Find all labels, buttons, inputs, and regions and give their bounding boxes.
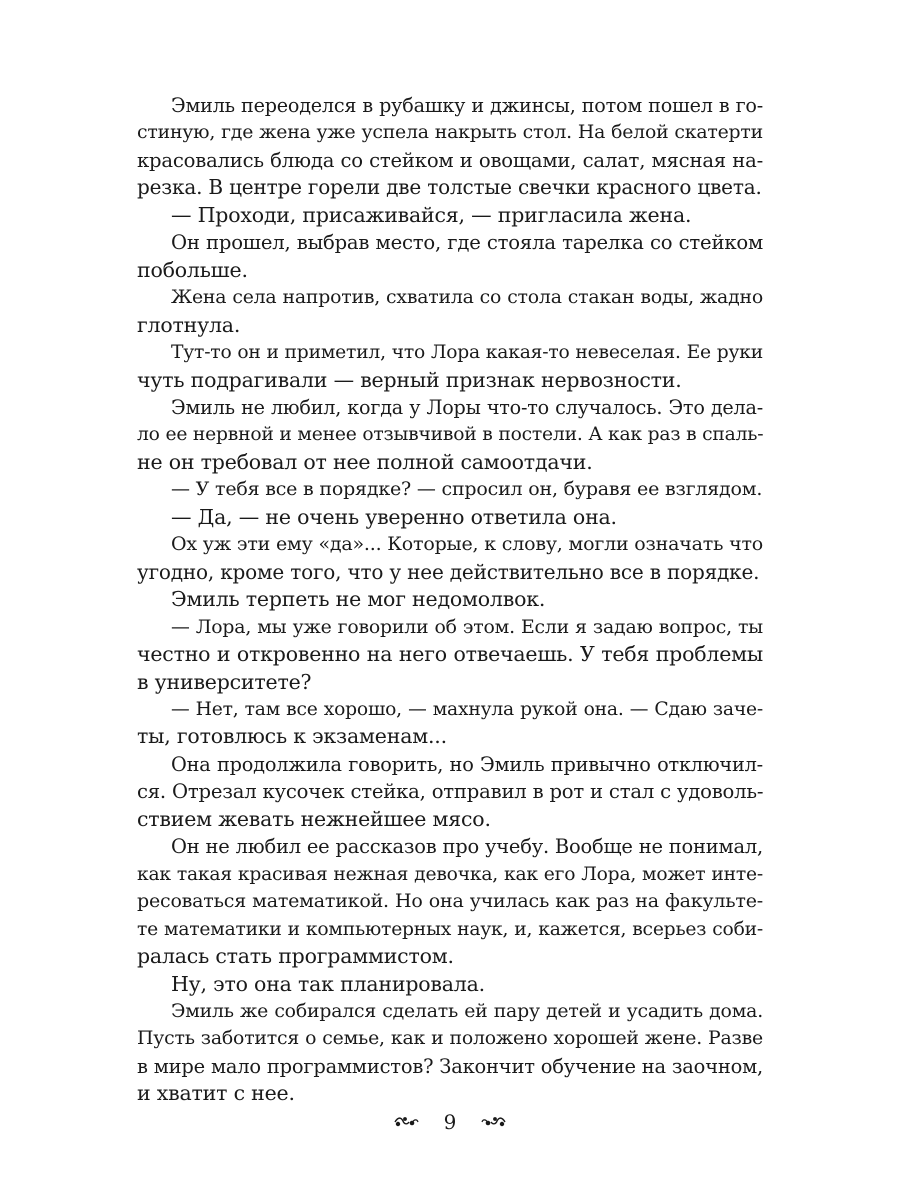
paragraph [137, 394, 763, 476]
text-line: Эмиль же собирался сделать ей пару детей и усадить дома. [171, 1000, 763, 1022]
text-line: чуть подрагивали — верный признак нервозности. [137, 367, 682, 392]
paragraph [137, 92, 763, 202]
text-line: Она продолжила говорить, но Эмиль привычно отключил- [171, 752, 763, 776]
text-line: угодно, кроме того, что у нее действительно все в порядке. [137, 559, 760, 584]
text-line: Жена села напротив, схватила со стола стакан воды, жадно [171, 287, 763, 309]
text-line: Пусть заботится о семье, как и положено хорошей жене. Разве [137, 1028, 763, 1050]
paragraph [137, 586, 763, 613]
paragraph [137, 284, 763, 339]
text-line: Эмиль не любил, когда у Лоры что-то случалось. Это дела- [171, 395, 763, 419]
text-line: ты, готовлюсь к экзаменам... [137, 724, 447, 749]
page-footer [0, 1108, 900, 1134]
paragraph [137, 971, 763, 998]
text-line: Ну, это она так планировала. [171, 971, 485, 996]
text-line: Он не любил ее рассказов про учебу. Вообще не понимал, [171, 835, 763, 859]
paragraph [137, 339, 763, 394]
paragraph [137, 476, 763, 503]
body-text [137, 92, 763, 1108]
text-line: стиную, где жена уже успела накрыть стол. На белой скатерти [137, 122, 763, 144]
paragraph [137, 998, 763, 1108]
text-line: в университете? [137, 669, 312, 694]
paragraph [137, 833, 763, 970]
text-line: глотнула. [137, 312, 241, 337]
paragraph [137, 531, 763, 586]
text-line: побольше. [137, 257, 248, 282]
text-line: — Да, — не очень уверенно ответила она. [171, 504, 617, 529]
text-line: те математики и компьютерных наук, и, кажется, всерьез соби- [137, 918, 763, 940]
text-line: в мире мало программистов? Закончит обучение на заочном, [137, 1054, 763, 1078]
text-line: не он требовал от нее полной самоотдачи. [137, 449, 593, 474]
text-line: Эмиль терпеть не мог недомолвок. [171, 587, 546, 612]
text-line: Тут-то он и приметил, что Лора какая-то невеселая. Ее руки [171, 342, 763, 364]
paragraph [137, 614, 763, 696]
text-line: Эмиль переоделся в рубашку и джинсы, потом пошел в го- [171, 94, 763, 117]
text-line: ло ее нервной и менее отзывчивой в постели. А как раз в спаль- [137, 424, 764, 446]
text-line: Он прошел, выбрав место, где стояла тарелка со стейком [171, 231, 763, 255]
text-line: — Нет, там все хорошо, — махнула рукой она. — Сдаю заче- [171, 698, 763, 720]
text-line: — У тебя все в порядке? — спросил он, буравя ее взглядом. [171, 478, 763, 501]
text-line: ствием жевать нежнейшее мясо. [137, 806, 491, 831]
paragraph [137, 751, 763, 833]
left-fleuron-ornament [393, 1115, 419, 1129]
paragraph [137, 229, 763, 284]
text-line: красовались блюда со стейком и овощами, салат, мясная на- [137, 148, 763, 172]
text-line: — Проходи, присаживайся, — пригласила жена. [171, 202, 692, 227]
paragraph [137, 504, 763, 531]
paragraph [137, 696, 763, 751]
text-line: честно и откровенно на него отвечаешь. У тебя проблемы [137, 642, 763, 667]
right-fleuron-ornament [481, 1115, 507, 1129]
text-line: и хватит с нее. [137, 1081, 295, 1106]
text-line: — Лора, мы уже говорили об этом. Если я задаю вопрос, ты [171, 616, 763, 638]
text-line: резка. В центре горели две толстые свечки красного цвета. [137, 175, 762, 200]
text-line: ся. Отрезал кусочек стейка, отправил в рот и стал с удоволь- [137, 780, 764, 804]
text-line: ралась стать программистом. [137, 944, 454, 969]
text-line: Ох уж эти ему «да»... Которые, к слову, могли означать что [171, 533, 763, 556]
text-line: как такая красивая нежная девочка, как его Лора, может инте- [137, 863, 763, 885]
text-line: ресоваться математикой. Но она училась как раз на факульте- [137, 890, 763, 913]
page-number: 9 [443, 1109, 457, 1134]
paragraph [137, 202, 763, 229]
